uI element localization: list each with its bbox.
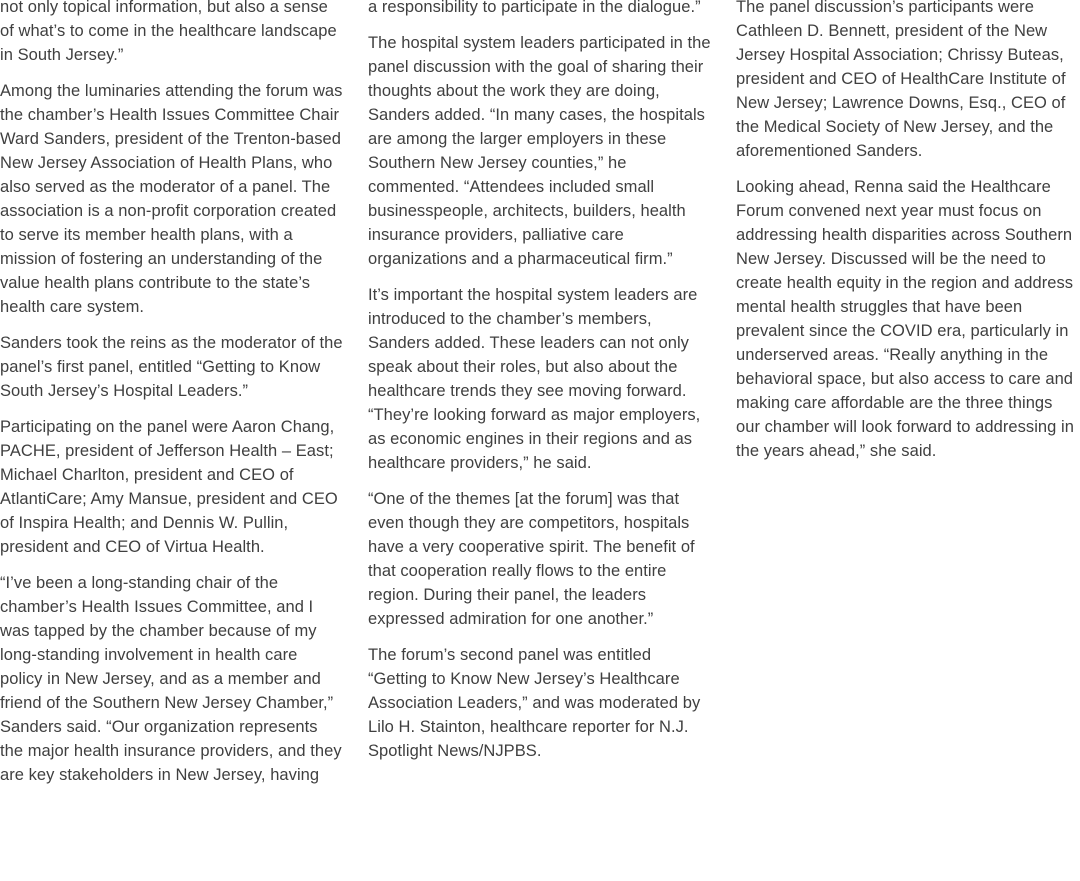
paragraph: Sanders took the reins as the moderator of the panel’s first panel, entitled “Getting to Know South Jersey’s Hospital Leaders.” [0,334,343,400]
paragraph: “I’ve been a long-standing chair of the chamber’s Health Issues Committee, and I was tapped by the chamber because of my long-standing involvement in health care policy in New Jersey, and as a member and friend of the Southern New Jersey Chamber,” Sanders said. “Our organization represents the major health insurance providers, and they are key stakeholders in New Jersey, having [0,574,342,784]
paragraph: It’s important the hospital system leaders are introduced to the chamber’s members, Sanders added. These leaders can not only speak about their roles, but also about the healthcare trends they see moving forward. “They’re looking forward as major employers, as economic engines in their regions and as healthcare providers,” he said. [368,286,701,472]
paragraph: not only topical information, but also a sense of what’s to come in the healthcare landscape in South Jersey.” [0,0,337,64]
paragraph: Among the luminaries attending the forum was the chamber’s Health Issues Committee Chair Ward Sanders, president of the Trenton-based New Jersey Association of Health Plans, who also served as the moderator of a panel. The association is a non-profit corporation created to serve its member health plans, with a mission of fostering an understanding of the value health plans contribute to the state’s health care system. [0,82,343,316]
paragraph: Looking ahead, Renna said the Healthcare Forum convened next year must focus on addressing health disparities across Southern New Jersey. Discussed will be the need to create health equity in the region and address mental health struggles that have been prevalent since the COVID era, particularly in underserved areas. “Really anything in the behavioral space, but also access to care and making care affordable are the three things our chamber will look forward to addressing in the years ahead,” she said. [736,178,1074,460]
paragraph: The forum’s second panel was entitled “Getting to Know New Jersey’s Healthcare Association Leaders,” and was moderated by Lilo H. Stainton, healthcare reporter for N.J. Spotlight News/NJPBS. [368,646,701,760]
article-column-1 [0,0,344,799]
paragraph: a responsibility to participate in the dialogue.” [368,0,701,16]
paragraph: The hospital system leaders participated in the panel discussion with the goal of sharing their thoughts about the work they are doing, Sanders added. “In many cases, the hospitals are among the larger employers in these Southern New Jersey counties,” he commented. “Attendees included small businesspeople, architects, builders, health insurance providers, palliative care organizations and a pharmaceutical firm.” [368,34,711,268]
article-column-2 [368,0,712,775]
paragraph: Participating on the panel were Aaron Chang, PACHE, president of Jefferson Health – East; Michael Charlton, president and CEO of AtlantiCare; Amy Mansue, president and CEO of Inspira Health; and Dennis W. Pullin, president and CEO of Virtua Health. [0,418,338,556]
paragraph: The panel discussion’s participants were Cathleen D. Bennett, president of the New Jersey Hospital Association; Chrissy Buteas, president and CEO of HealthCare Institute of New Jersey; Lawrence Downs, Esq., CEO of the Medical Society of New Jersey, and the aforementioned Sanders. [736,0,1066,160]
article-column-3 [736,0,1080,475]
paragraph: “One of the themes [at the forum] was that even though they are competitors, hospitals have a very cooperative spirit. The benefit of that cooperation really flows to the entire region. During their panel, the leaders expressed admiration for one another.” [368,490,695,628]
